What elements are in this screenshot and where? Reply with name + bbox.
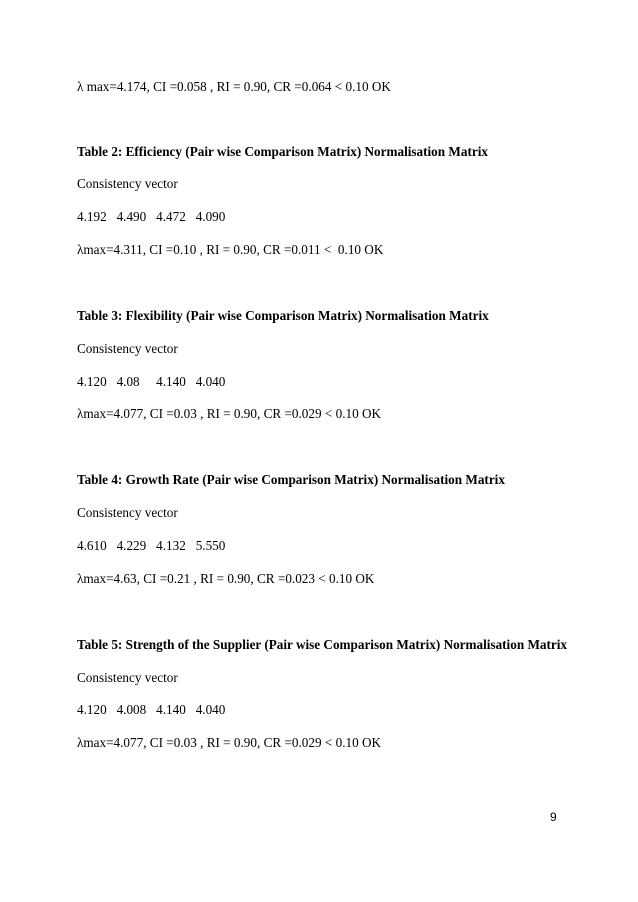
table4-consistency-values: 4.610 4.229 4.132 5.550 — [77, 538, 226, 553]
table3-heading: Table 3: Flexibility (Pair wise Comparison Matrix) Normalisation Matrix — [77, 308, 489, 323]
table3-consistency-values: 4.120 4.08 4.140 4.040 — [77, 374, 226, 389]
table2-heading: Table 2: Efficiency (Pair wise Comparison Matrix) Normalisation Matrix — [77, 144, 488, 159]
page-number: 9 — [550, 810, 557, 824]
table5-consistency-label: Consistency vector — [77, 670, 178, 685]
table3-consistency-label: Consistency vector — [77, 341, 178, 356]
table4-consistency-label: Consistency vector — [77, 505, 178, 520]
table4-heading: Table 4: Growth Rate (Pair wise Comparison Matrix) Normalisation Matrix — [77, 472, 505, 487]
table5-consistency-values: 4.120 4.008 4.140 4.040 — [77, 702, 226, 717]
table5-heading: Table 5: Strength of the Supplier (Pair wise Comparison Matrix) Normalisation Matrix — [77, 637, 567, 652]
table2-consistency-result: λmax=4.311, CI =0.10 , RI = 0.90, CR =0.011 < 0.10 OK — [77, 242, 384, 257]
table2-consistency-label: Consistency vector — [77, 176, 178, 191]
table2-consistency-values: 4.192 4.490 4.472 4.090 — [77, 209, 226, 224]
table3-consistency-result: λmax=4.077, CI =0.03 , RI = 0.90, CR =0.029 < 0.10 OK — [77, 406, 382, 421]
table1-consistency-result: λ max=4.174, CI =0.058 , RI = 0.90, CR =0.064 < 0.10 OK — [77, 79, 391, 94]
table5-consistency-result: λmax=4.077, CI =0.03 , RI = 0.90, CR =0.029 < 0.10 OK — [77, 735, 382, 750]
table4-consistency-result: λmax=4.63, CI =0.21 , RI = 0.90, CR =0.023 < 0.10 OK — [77, 571, 375, 586]
